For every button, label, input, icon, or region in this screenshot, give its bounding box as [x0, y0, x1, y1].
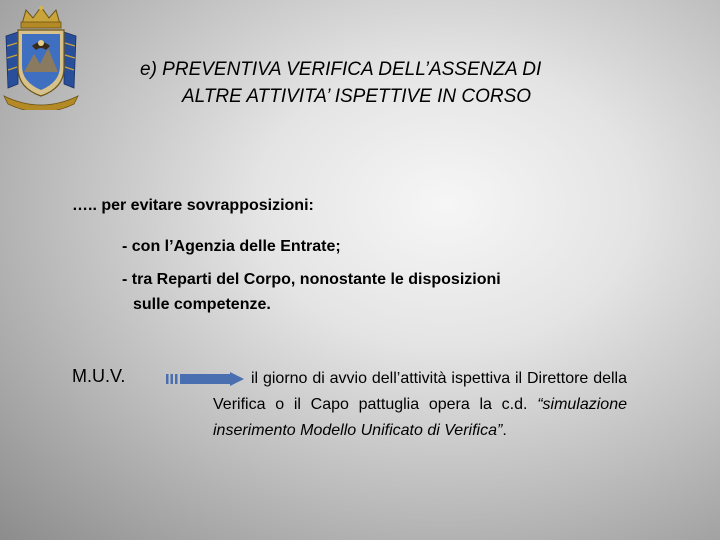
- muv-description: [213, 366, 627, 444]
- intro-text: ….. per evitare sovrapposizioni:: [72, 197, 314, 214]
- bullet-item: [122, 267, 622, 317]
- muv-text: il giorno di avvio dell’attività ispettiva il Direttore della Verifica o il Capo pattuglia opera la c.d.: [213, 370, 627, 413]
- bullet-item: [122, 234, 341, 259]
- muv-text-end: .: [502, 422, 507, 439]
- bullet-text-continuation: sulle competenze.: [133, 296, 271, 313]
- title-line-2: ALTRE ATTIVITA’ ISPETTIVE IN CORSO: [182, 86, 532, 107]
- bullet-text: - con l’Agenzia delle Entrate;: [122, 238, 341, 255]
- title-line-1: e) PREVENTIVA VERIFICA DELL’ASSENZA DI: [140, 59, 542, 80]
- muv-label: M.U.V.: [72, 366, 126, 386]
- muv-italic-text: “simulazione inserimento Modello Unificato di Verifica”: [213, 396, 627, 439]
- emblem-icon: [2, 2, 80, 110]
- bullet-text: - tra Reparti del Corpo, nonostante le disposizioni: [122, 271, 501, 288]
- slide-title: [140, 56, 680, 110]
